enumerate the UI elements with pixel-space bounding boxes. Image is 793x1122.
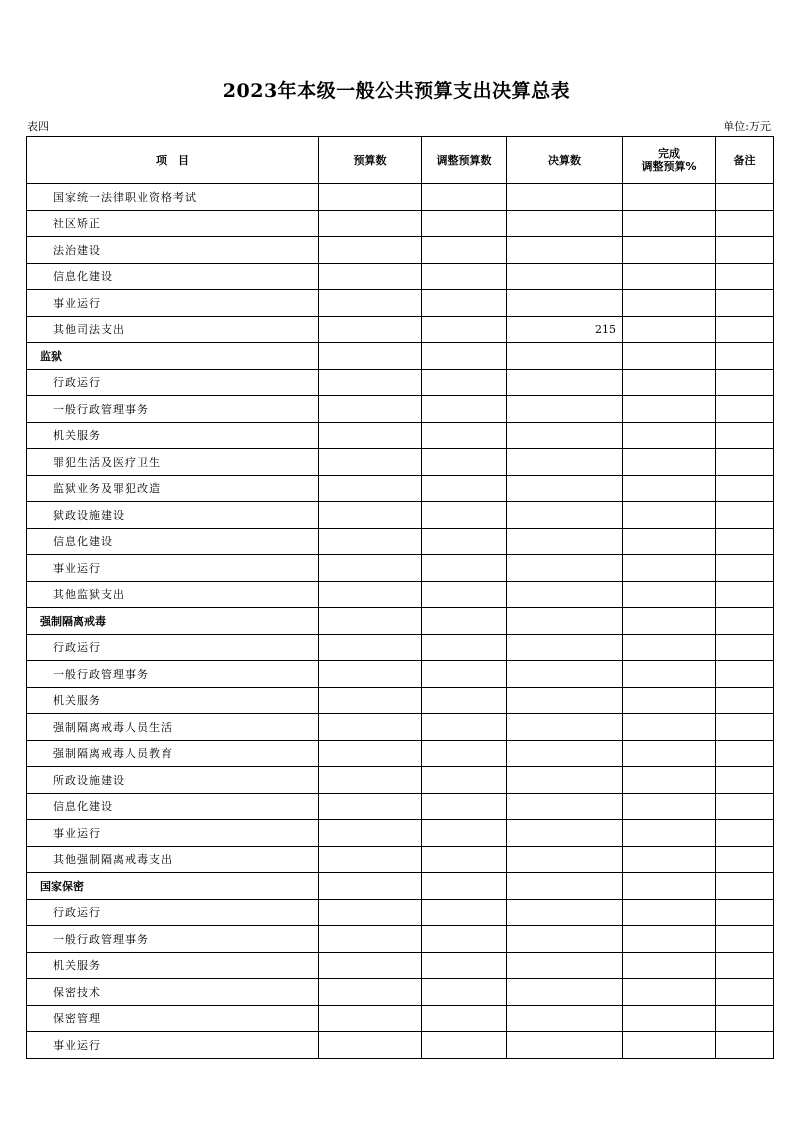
completion-cell (623, 343, 716, 370)
completion-cell (623, 634, 716, 661)
budget-cell (319, 873, 422, 900)
final-accounts-cell (507, 422, 623, 449)
unit-label: 单位:万元 (723, 120, 771, 133)
row-label: 信息化建设 (27, 793, 319, 820)
remarks-cell (716, 502, 774, 529)
table-row (27, 369, 774, 396)
row-label: 其他监狱支出 (27, 581, 319, 608)
completion-cell (623, 184, 716, 211)
remarks-cell (716, 767, 774, 794)
section-row (27, 608, 774, 635)
final-accounts-cell (507, 237, 623, 264)
completion-cell (623, 873, 716, 900)
adjusted-budget-cell (422, 369, 507, 396)
row-label: 一般行政管理事务 (27, 396, 319, 423)
final-accounts-cell (507, 210, 623, 237)
table-row (27, 714, 774, 741)
row-label: 强制隔离戒毒人员生活 (27, 714, 319, 741)
row-label: 保密技术 (27, 979, 319, 1006)
adjusted-budget-cell (422, 820, 507, 847)
final-accounts-cell (507, 449, 623, 476)
budget-cell (319, 846, 422, 873)
row-label: 监狱 (27, 343, 319, 370)
completion-cell (623, 661, 716, 688)
remarks-cell (716, 899, 774, 926)
remarks-cell (716, 952, 774, 979)
header-remarks: 备注 (716, 137, 774, 184)
table-row (27, 793, 774, 820)
adjusted-budget-cell (422, 846, 507, 873)
budget-cell (319, 714, 422, 741)
remarks-cell (716, 608, 774, 635)
adjusted-budget-cell (422, 528, 507, 555)
remarks-cell (716, 290, 774, 317)
row-label: 保密管理 (27, 1005, 319, 1032)
budget-cell (319, 396, 422, 423)
table-row (27, 263, 774, 290)
final-accounts-cell (507, 290, 623, 317)
table-number: 表四 (27, 120, 49, 133)
row-label: 一般行政管理事务 (27, 926, 319, 953)
remarks-cell (716, 528, 774, 555)
adjusted-budget-cell (422, 740, 507, 767)
remarks-cell (716, 820, 774, 847)
budget-cell (319, 210, 422, 237)
completion-cell (623, 290, 716, 317)
completion-cell (623, 714, 716, 741)
section-row (27, 873, 774, 900)
completion-cell (623, 555, 716, 582)
completion-cell (623, 793, 716, 820)
final-accounts-cell (507, 979, 623, 1006)
completion-cell (623, 1032, 716, 1059)
table-row (27, 634, 774, 661)
row-label: 机关服务 (27, 952, 319, 979)
remarks-cell (716, 449, 774, 476)
budget-cell (319, 237, 422, 264)
table-row (27, 555, 774, 582)
budget-cell (319, 899, 422, 926)
remarks-cell (716, 714, 774, 741)
final-accounts-cell (507, 767, 623, 794)
remarks-cell (716, 634, 774, 661)
final-accounts-cell (507, 343, 623, 370)
remarks-cell (716, 1005, 774, 1032)
final-accounts-cell (507, 793, 623, 820)
budget-cell (319, 449, 422, 476)
remarks-cell (716, 581, 774, 608)
row-label: 事业运行 (27, 290, 319, 317)
table-row (27, 1032, 774, 1059)
remarks-cell (716, 396, 774, 423)
adjusted-budget-cell (422, 952, 507, 979)
row-label: 其他强制隔离戒毒支出 (27, 846, 319, 873)
table-row (27, 952, 774, 979)
table-row (27, 899, 774, 926)
adjusted-budget-cell (422, 608, 507, 635)
row-label: 社区矫正 (27, 210, 319, 237)
header-budget: 预算数 (319, 137, 422, 184)
completion-cell (623, 820, 716, 847)
final-accounts-cell (507, 714, 623, 741)
row-label: 所政设施建设 (27, 767, 319, 794)
table-row (27, 475, 774, 502)
remarks-cell (716, 343, 774, 370)
completion-cell (623, 528, 716, 555)
completion-cell (623, 210, 716, 237)
completion-cell (623, 396, 716, 423)
row-label: 一般行政管理事务 (27, 661, 319, 688)
remarks-cell (716, 873, 774, 900)
completion-cell (623, 316, 716, 343)
adjusted-budget-cell (422, 316, 507, 343)
completion-cell (623, 449, 716, 476)
adjusted-budget-cell (422, 555, 507, 582)
budget-cell (319, 1032, 422, 1059)
table-row (27, 1005, 774, 1032)
adjusted-budget-cell (422, 237, 507, 264)
completion-cell (623, 237, 716, 264)
budget-cell (319, 502, 422, 529)
header-adjusted-budget: 调整预算数 (422, 137, 507, 184)
final-accounts-cell (507, 846, 623, 873)
final-accounts-cell (507, 555, 623, 582)
row-label: 行政运行 (27, 634, 319, 661)
final-accounts-cell (507, 608, 623, 635)
table-row (27, 422, 774, 449)
page-title: 2023年本级一般公共预算支出决算总表 (222, 80, 571, 102)
header-final-accounts: 决算数 (507, 137, 623, 184)
final-accounts-cell (507, 820, 623, 847)
row-label: 其他司法支出 (27, 316, 319, 343)
remarks-cell (716, 793, 774, 820)
remarks-cell (716, 846, 774, 873)
table-row (27, 581, 774, 608)
table-row (27, 396, 774, 423)
remarks-cell (716, 475, 774, 502)
budget-cell (319, 926, 422, 953)
table-row (27, 502, 774, 529)
completion-cell (623, 608, 716, 635)
header-completion-line2: 调整预算% (641, 160, 697, 173)
expenditure-table (26, 136, 774, 1059)
budget-cell (319, 1005, 422, 1032)
remarks-cell (716, 369, 774, 396)
adjusted-budget-cell (422, 926, 507, 953)
budget-cell (319, 528, 422, 555)
completion-cell (623, 687, 716, 714)
adjusted-budget-cell (422, 502, 507, 529)
completion-cell (623, 475, 716, 502)
remarks-cell (716, 210, 774, 237)
row-label: 强制隔离戒毒 (27, 608, 319, 635)
final-accounts-cell (507, 184, 623, 211)
remarks-cell (716, 661, 774, 688)
budget-cell (319, 767, 422, 794)
remarks-cell (716, 263, 774, 290)
section-row (27, 343, 774, 370)
adjusted-budget-cell (422, 899, 507, 926)
budget-cell (319, 979, 422, 1006)
table-row (27, 687, 774, 714)
remarks-cell (716, 687, 774, 714)
budget-cell (319, 581, 422, 608)
completion-cell (623, 502, 716, 529)
completion-cell (623, 899, 716, 926)
table-row (27, 290, 774, 317)
table-row (27, 237, 774, 264)
final-accounts-cell (507, 873, 623, 900)
completion-cell (623, 979, 716, 1006)
row-label: 国家统一法律职业资格考试 (27, 184, 319, 211)
final-accounts-cell (507, 740, 623, 767)
final-accounts-cell (507, 528, 623, 555)
budget-cell (319, 290, 422, 317)
budget-cell (319, 793, 422, 820)
final-accounts-cell (507, 1032, 623, 1059)
final-accounts-cell (507, 899, 623, 926)
final-accounts-cell (507, 502, 623, 529)
completion-cell (623, 422, 716, 449)
adjusted-budget-cell (422, 873, 507, 900)
remarks-cell (716, 316, 774, 343)
row-label: 罪犯生活及医疗卫生 (27, 449, 319, 476)
adjusted-budget-cell (422, 661, 507, 688)
final-accounts-cell (507, 369, 623, 396)
adjusted-budget-cell (422, 290, 507, 317)
completion-cell (623, 740, 716, 767)
budget-cell (319, 316, 422, 343)
remarks-cell (716, 422, 774, 449)
budget-cell (319, 634, 422, 661)
row-label: 国家保密 (27, 873, 319, 900)
row-label: 信息化建设 (27, 528, 319, 555)
completion-cell (623, 952, 716, 979)
remarks-cell (716, 1032, 774, 1059)
adjusted-budget-cell (422, 449, 507, 476)
final-accounts-cell (507, 396, 623, 423)
final-accounts-cell (507, 634, 623, 661)
budget-cell (319, 661, 422, 688)
completion-cell (623, 1005, 716, 1032)
adjusted-budget-cell (422, 634, 507, 661)
header-completion (623, 137, 716, 184)
adjusted-budget-cell (422, 396, 507, 423)
table-row (27, 184, 774, 211)
completion-cell (623, 581, 716, 608)
table-row (27, 316, 774, 343)
table-row (27, 740, 774, 767)
final-accounts-cell (507, 687, 623, 714)
row-label: 强制隔离戒毒人员教育 (27, 740, 319, 767)
budget-cell (319, 687, 422, 714)
table-row (27, 820, 774, 847)
row-label: 机关服务 (27, 687, 319, 714)
row-label: 法治建设 (27, 237, 319, 264)
budget-cell (319, 952, 422, 979)
final-accounts-cell (507, 952, 623, 979)
budget-cell (319, 475, 422, 502)
final-accounts-cell (507, 661, 623, 688)
completion-cell (623, 369, 716, 396)
final-accounts-cell (507, 475, 623, 502)
table-row (27, 661, 774, 688)
budget-cell (319, 555, 422, 582)
adjusted-budget-cell (422, 263, 507, 290)
remarks-cell (716, 926, 774, 953)
row-label: 行政运行 (27, 369, 319, 396)
adjusted-budget-cell (422, 687, 507, 714)
adjusted-budget-cell (422, 422, 507, 449)
row-label: 信息化建设 (27, 263, 319, 290)
adjusted-budget-cell (422, 767, 507, 794)
adjusted-budget-cell (422, 210, 507, 237)
completion-cell (623, 846, 716, 873)
completion-cell (623, 926, 716, 953)
budget-cell (319, 608, 422, 635)
adjusted-budget-cell (422, 475, 507, 502)
final-accounts-cell (507, 581, 623, 608)
budget-cell (319, 740, 422, 767)
adjusted-budget-cell (422, 1005, 507, 1032)
row-label: 机关服务 (27, 422, 319, 449)
final-accounts-cell (507, 263, 623, 290)
final-accounts-cell (507, 926, 623, 953)
budget-cell (319, 369, 422, 396)
budget-cell (319, 343, 422, 370)
table-row (27, 528, 774, 555)
adjusted-budget-cell (422, 793, 507, 820)
table-row (27, 210, 774, 237)
table-row (27, 767, 774, 794)
completion-cell (623, 767, 716, 794)
remarks-cell (716, 237, 774, 264)
adjusted-budget-cell (422, 979, 507, 1006)
table-row (27, 846, 774, 873)
budget-cell (319, 263, 422, 290)
header-completion-line1: 完成 (658, 147, 680, 160)
budget-cell (319, 820, 422, 847)
remarks-cell (716, 979, 774, 1006)
header-row (27, 137, 774, 184)
budget-cell (319, 184, 422, 211)
final-accounts-cell (507, 1005, 623, 1032)
adjusted-budget-cell (422, 343, 507, 370)
row-label: 狱政设施建设 (27, 502, 319, 529)
row-label: 事业运行 (27, 820, 319, 847)
final-accounts-cell: 215 (507, 316, 623, 343)
table-row (27, 979, 774, 1006)
adjusted-budget-cell (422, 184, 507, 211)
header-item: 项 目 (27, 137, 319, 184)
table-row (27, 926, 774, 953)
remarks-cell (716, 184, 774, 211)
completion-cell (623, 263, 716, 290)
budget-cell (319, 422, 422, 449)
row-label: 事业运行 (27, 1032, 319, 1059)
remarks-cell (716, 555, 774, 582)
adjusted-budget-cell (422, 714, 507, 741)
adjusted-budget-cell (422, 581, 507, 608)
row-label: 监狱业务及罪犯改造 (27, 475, 319, 502)
adjusted-budget-cell (422, 1032, 507, 1059)
row-label: 事业运行 (27, 555, 319, 582)
row-label: 行政运行 (27, 899, 319, 926)
remarks-cell (716, 740, 774, 767)
table-row (27, 449, 774, 476)
